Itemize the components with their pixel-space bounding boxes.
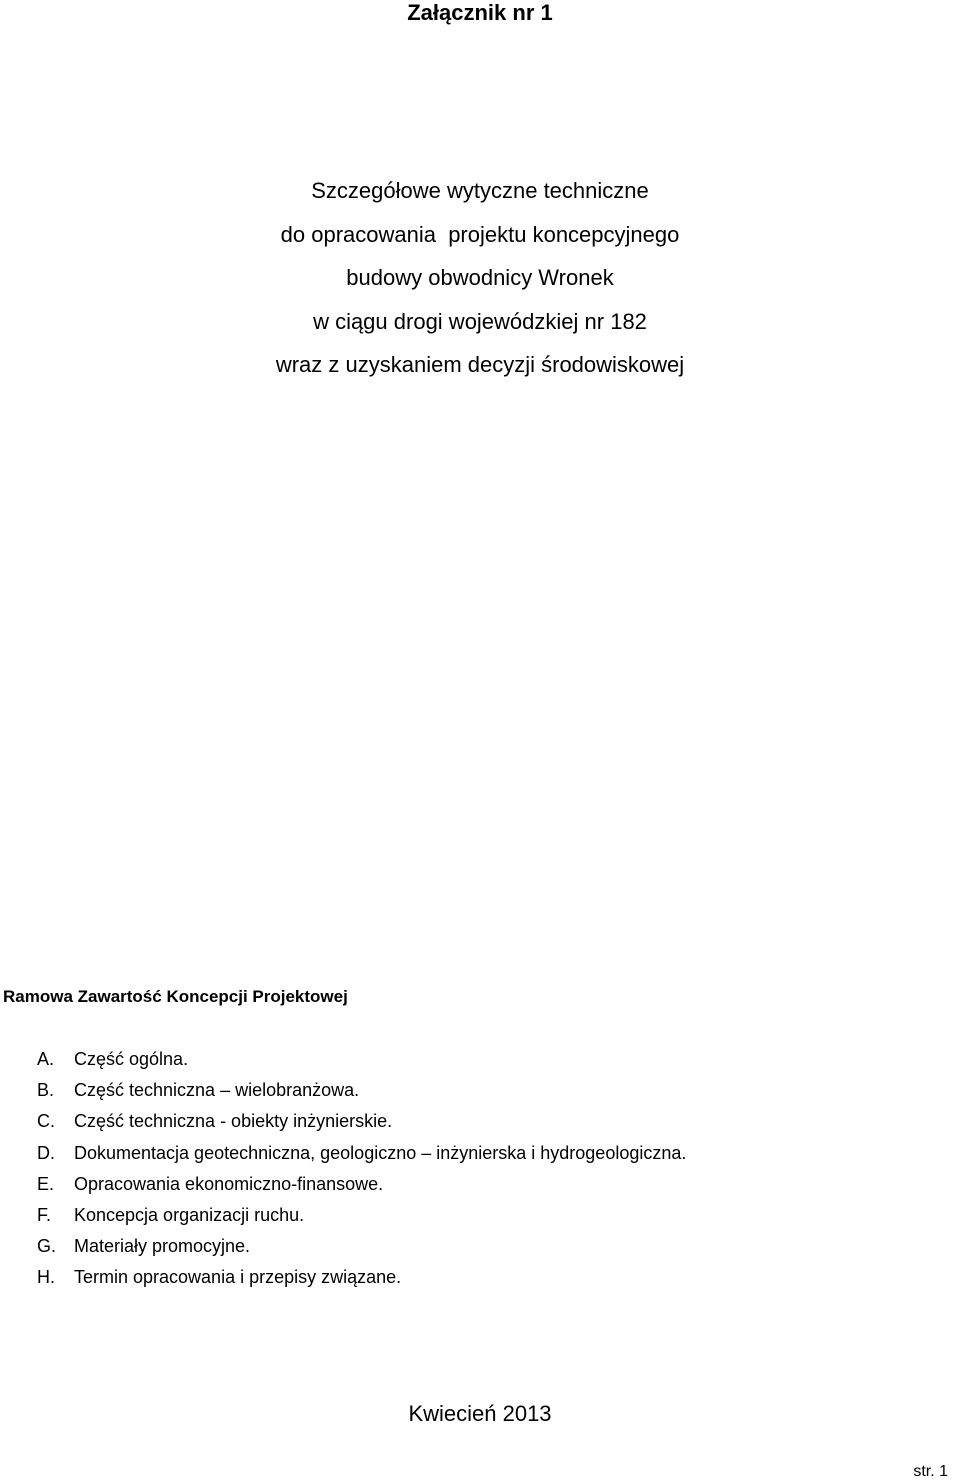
document-title bbox=[0, 169, 960, 387]
item-letter: F. bbox=[37, 1205, 52, 1226]
item-letter: B. bbox=[37, 1080, 55, 1101]
item-text: Dokumentacja geotechniczna, geologiczno – inżynierska i hydrogeologiczna. bbox=[74, 1142, 687, 1163]
list-item bbox=[37, 1138, 686, 1169]
list-item bbox=[37, 1106, 686, 1137]
document-date: Kwiecień 2013 bbox=[408, 1401, 552, 1426]
title-line: budowy obwodnicy Wronek bbox=[346, 265, 614, 290]
item-letter: C. bbox=[37, 1111, 55, 1132]
list-item bbox=[37, 1231, 686, 1262]
list-item bbox=[37, 1200, 686, 1231]
list-item bbox=[37, 1262, 686, 1293]
item-text: Materiały promocyjne. bbox=[74, 1236, 251, 1257]
item-text: Opracowania ekonomiczno-finansowe. bbox=[74, 1173, 384, 1194]
item-text: Część techniczna - obiekty inżynierskie. bbox=[74, 1111, 393, 1132]
contents-heading: Ramowa Zawartość Koncepcji Projektowej bbox=[3, 987, 348, 1006]
item-letter: A. bbox=[37, 1049, 55, 1069]
item-letter: H. bbox=[37, 1267, 55, 1288]
list-item bbox=[37, 1075, 686, 1106]
item-text: Koncepcja organizacji ruchu. bbox=[74, 1205, 305, 1226]
list-item bbox=[37, 1044, 686, 1075]
item-text: Termin opracowania i przepisy związane. bbox=[74, 1267, 402, 1288]
annex-label: Załącznik nr 1 bbox=[407, 0, 553, 25]
item-letter: D. bbox=[37, 1142, 55, 1163]
contents-list bbox=[37, 1044, 686, 1294]
title-line: w ciągu drogi wojewódzkiej nr 182 bbox=[313, 308, 647, 334]
list-item bbox=[37, 1169, 686, 1200]
title-line: Szczegółowe wytyczne techniczne bbox=[311, 178, 649, 203]
title-line: do opracowania projektu koncepcyjnego bbox=[280, 221, 680, 247]
page-number: str. 1 bbox=[913, 1463, 948, 1480]
item-letter: E. bbox=[37, 1173, 55, 1194]
item-text: Część techniczna – wielobranżowa. bbox=[74, 1080, 360, 1101]
title-line: wraz z uzyskaniem decyzji środowiskowej bbox=[275, 352, 685, 377]
item-text: Część ogólna. bbox=[74, 1049, 189, 1069]
item-letter: G. bbox=[37, 1236, 57, 1257]
